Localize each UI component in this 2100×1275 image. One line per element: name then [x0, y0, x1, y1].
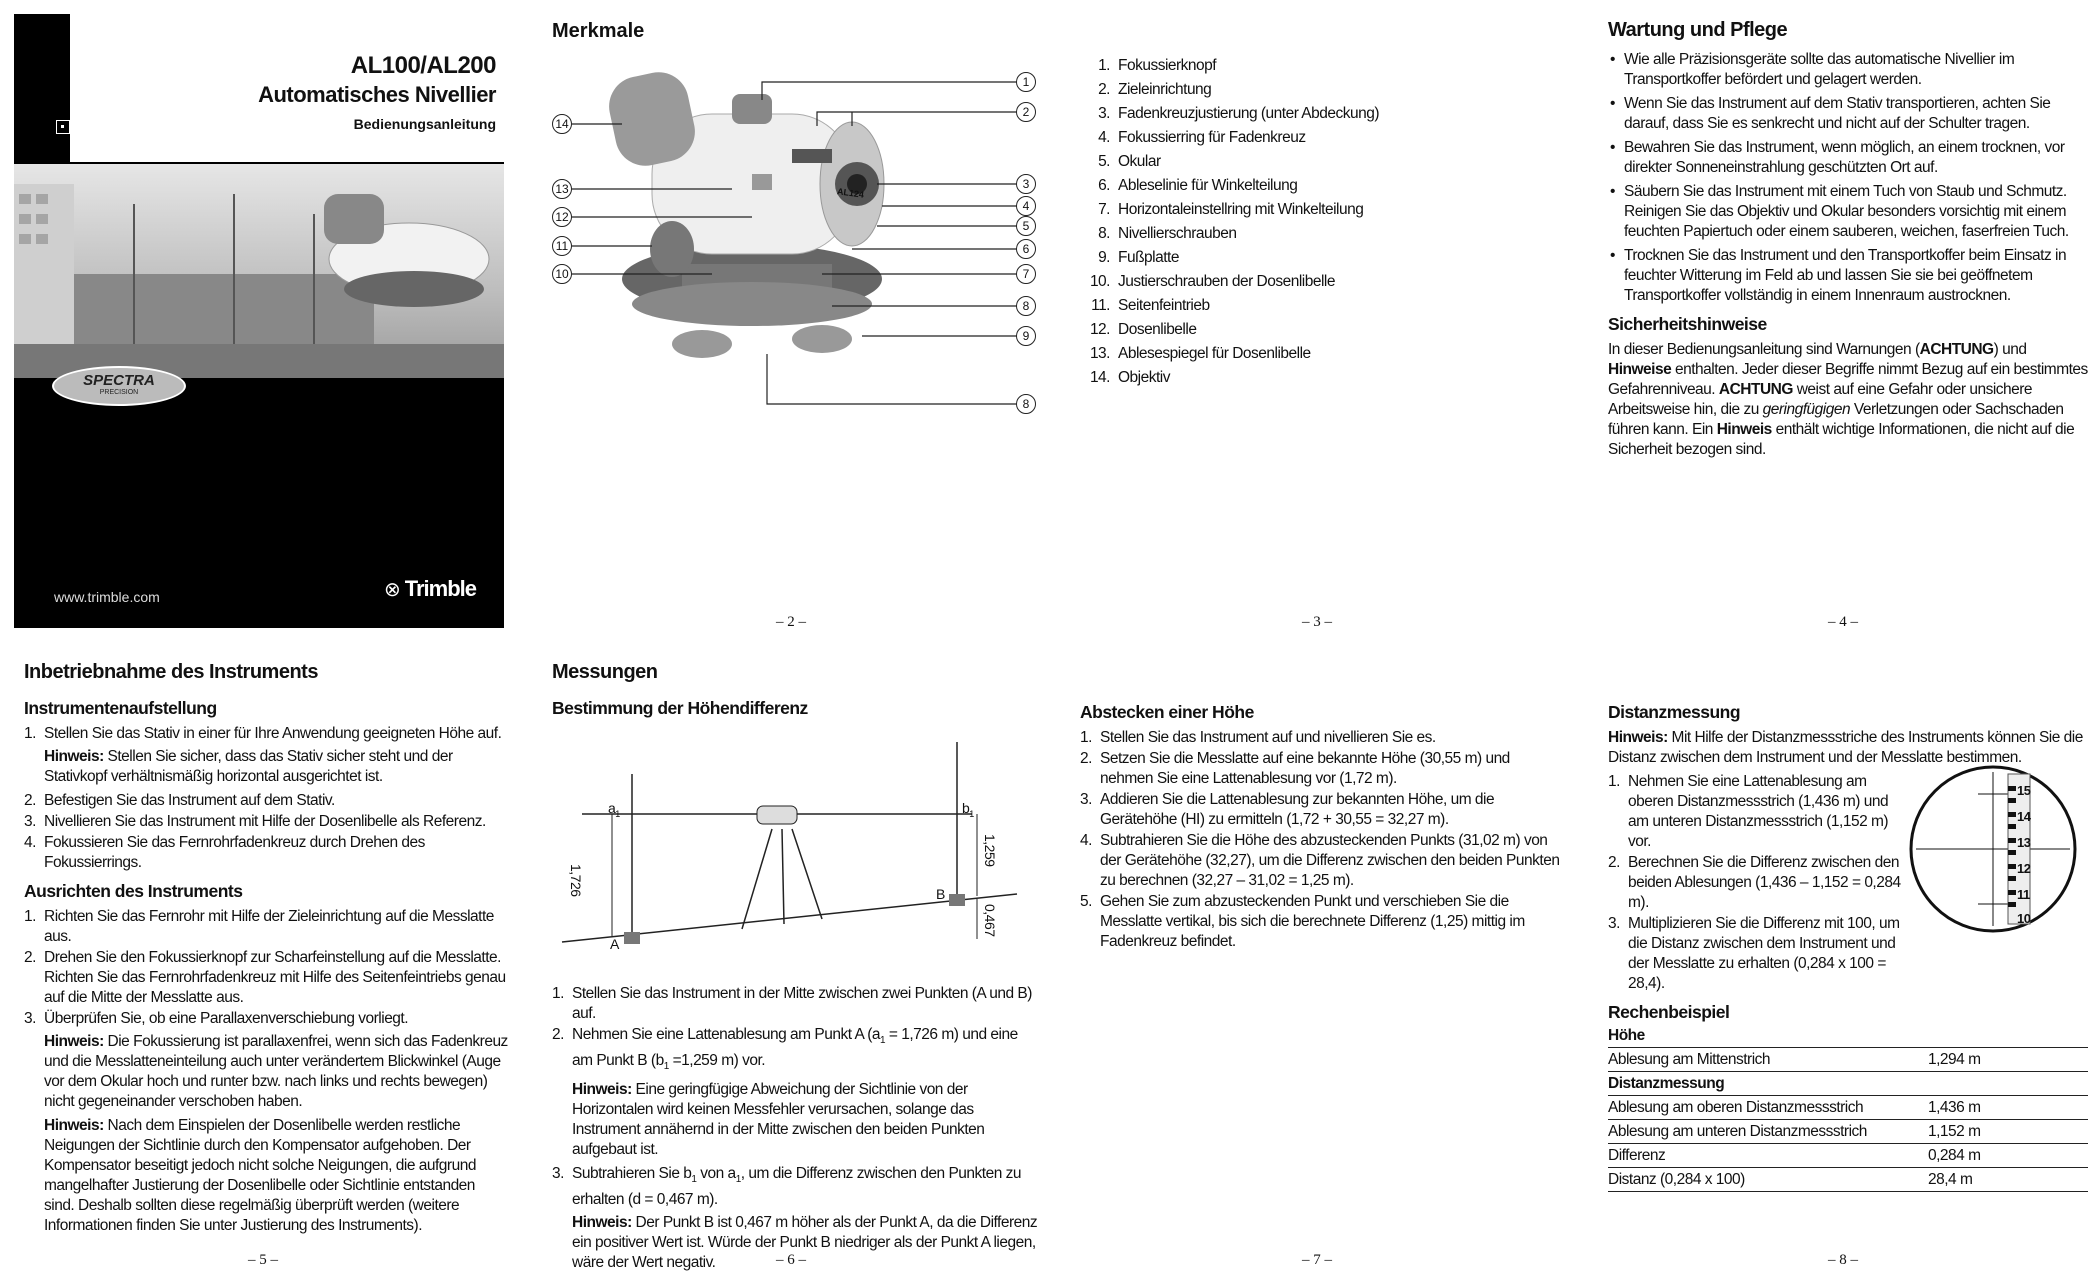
- align-heading: Ausrichten des Instruments: [24, 881, 243, 901]
- callout-14: 14: [552, 114, 572, 134]
- cover-photo: [14, 164, 504, 378]
- calc-value: [1928, 1024, 2088, 1048]
- step-text-b: = 1,726 m) und eine am Punkt B (b: [572, 1026, 1018, 1070]
- spectra-badge-text: SPECTRA: [83, 372, 155, 389]
- page-7: [1080, 700, 1560, 980]
- align-step-2: [24, 948, 508, 1008]
- safety-heading: Sicherheitshinweise: [1608, 314, 1767, 334]
- calc-label: Differenz: [1608, 1144, 1928, 1168]
- trimble-globe-icon: ⊗: [384, 578, 401, 601]
- calc-value: 0,284 m: [1928, 1144, 2088, 1168]
- item-text: Horizontaleinstellring mit Winkelteilung: [1118, 201, 1364, 218]
- feature-list-item: [1088, 368, 1558, 388]
- spectra-badge: [52, 366, 186, 406]
- reticle-label-15: 15: [2017, 783, 2031, 798]
- page-8: [1608, 700, 2092, 1188]
- item-text: Multiplizieren Sie die Differenz mit 100, um die Distanz zwischen dem Instrument und der Messlatte zu erhalten (0,284 x 100 = 28,4).: [1628, 915, 1900, 992]
- feature-list-item: [1088, 296, 1558, 316]
- feature-list-item: [1088, 128, 1558, 148]
- calc-value: 1,152 m: [1928, 1120, 2088, 1144]
- note-text: Mit Hilfe der Distanzmessstriche des Instruments können Sie die Distanz zwischen dem Instrument und der Messlatte bestimmen.: [1608, 729, 2083, 766]
- calc-value: [1928, 1072, 2088, 1096]
- sub-2: 1: [735, 1174, 741, 1186]
- reticle-label-12: 12: [2017, 861, 2031, 876]
- label-vb: 1,259: [982, 834, 998, 867]
- item-number: 9.: [1098, 249, 1110, 266]
- setup-step-3: [24, 812, 508, 832]
- item-text: Addieren Sie die Lattenablesung zur bekannten Höhe, um die Gerätehöhe (HI) zu ermitteln (1,72 + 30,55 = 32,27 m).: [1100, 791, 1495, 828]
- step-text-c: =1,259 m) vor.: [668, 1052, 766, 1070]
- note-text: Stellen Sie sicher, dass das Stativ sicher steht und der Stativkopf verhältnismäßig horizontal ausgerichtet ist.: [44, 748, 453, 785]
- callout-3: 3: [1016, 174, 1036, 194]
- callout-12: 12: [552, 207, 572, 227]
- step-text: Drehen Sie den Fokussierknopf zur Scharfeinstellung auf die Messlatte. Richten Sie das Fernrohrfadenkreuz mit Hilfe des Seitenfeintriebs genau auf die Mitte der Messlatte aus.: [44, 949, 506, 1006]
- trimble-logo: [384, 576, 476, 602]
- step-text: Stellen Sie das Stativ in einer für Ihre Anwendung geeigneten Höhe auf.: [44, 725, 502, 742]
- item-text: Objektiv: [1118, 369, 1170, 386]
- page-2-number: – 2 –: [776, 614, 806, 630]
- label-point-b: B: [936, 886, 945, 902]
- sub-2: 1: [663, 1061, 669, 1073]
- calc-table-row: [1608, 1144, 2088, 1168]
- maintenance-bullet: • Wie alle Präzisionsgeräte sollte das automatische Nivellier im Transportkoffer befördert und gelagert werden.: [1608, 50, 2088, 90]
- item-number: 3.: [1080, 791, 1092, 808]
- step-text: Fokussieren Sie das Fernrohrfadenkreuz durch Drehen des Fokussierrings.: [44, 834, 425, 871]
- callout-9: 9: [1016, 326, 1036, 346]
- distance-step: [1608, 914, 1908, 994]
- calc-table-section: [1608, 1024, 2088, 1048]
- item-number: 1.: [1608, 773, 1620, 790]
- safety-text-3: enthalten. Jeder dieser Begriffe nimmt Bezug auf ein bestimmtes Gefahrenniveau.: [1608, 361, 2088, 398]
- safety-text-1: In dieser Bedienungsanleitung sind Warnungen (: [1608, 341, 1920, 358]
- callout-4: 4: [1016, 196, 1036, 216]
- distance-note: [1608, 728, 2092, 768]
- calc-label: Distanz (0,284 x 100): [1608, 1168, 1928, 1192]
- step-text: Stellen Sie das Instrument in der Mitte zwischen zwei Punkten (A und B) auf.: [572, 985, 1032, 1022]
- trimble-url: www.trimble.com: [54, 589, 160, 605]
- calc-heading: Rechenbeispiel: [1608, 1002, 1730, 1022]
- feature-list-item: [1088, 80, 1558, 100]
- step-text: Nivellieren Sie das Instrument mit Hilfe der Dosenlibelle als Referenz.: [44, 813, 486, 830]
- note-label: Hinweis:: [572, 1214, 632, 1232]
- distance-list: [1608, 772, 1908, 994]
- callout-1: 1: [1016, 72, 1036, 92]
- note-label: Hinweis:: [44, 748, 104, 765]
- item-text: Fokussierring für Fadenkreuz: [1118, 129, 1306, 146]
- calc-label: Distanzmessung: [1608, 1072, 1928, 1096]
- reticle-label-10: 10: [2017, 911, 2031, 926]
- safety-text-4: weist auf eine Gefahr oder unsichere Arbeitsweise hin, die zu: [1608, 381, 2033, 418]
- callout-8b: 8: [1016, 394, 1036, 414]
- step-number: 3.: [24, 1010, 36, 1027]
- calc-value: 1,294 m: [1928, 1048, 2088, 1072]
- height-note-1: [572, 1080, 1042, 1160]
- calc-table-row: [1608, 1168, 2088, 1192]
- calc-table-section: [1608, 1072, 2088, 1096]
- step-number: 2.: [24, 792, 36, 809]
- note-text: Nach dem Einspielen der Dosenlibelle werden restliche Neigungen der Sichtlinie durch den Kompensator aufgehoben. Der Kompensator beseitigt jedoch nicht solche Neigungen, die aufgrund mangelhafter Justierung der Dosenlibelle oder Sichtlinie entstanden sind. Deshalb sollten diese regelmäßig überprüft werden (weitere Informationen finden Sie unter Justierung des Instruments).: [44, 1117, 476, 1234]
- feature-list: [1088, 56, 1558, 388]
- setup-heading: Instrumentenaufstellung: [24, 698, 217, 718]
- calc-table: [1608, 1024, 2088, 1192]
- setup-note: [44, 747, 508, 787]
- cover-subtitle: Bedienungsanleitung: [353, 116, 496, 132]
- step-number: 1.: [552, 985, 564, 1002]
- step-number: 1.: [24, 725, 36, 742]
- item-number: 2.: [1080, 750, 1092, 767]
- maintenance-bullet: • Trocknen Sie das Instrument und den Transportkoffer beim Einsatz in feuchter Witterung im Feld ab und lassen Sie sie bei geöffnetem Transportkoffer vollständig in einem Innenraum austrocknen.: [1608, 246, 2088, 306]
- item-text: Fußplatte: [1118, 249, 1179, 266]
- feature-list-item: [1088, 320, 1558, 340]
- distance-step: [1608, 853, 1908, 913]
- item-number: 1.: [1098, 57, 1110, 74]
- note-text: Der Punkt B ist 0,467 m höher als der Punkt A, da die Differenz ein positiver Wert ist. Würde der Punkt B niedriger als der Punkt A liegen, wäre der Wert negativ.: [572, 1214, 1038, 1272]
- note-text: Eine geringfügige Abweichung der Sichtlinie von der Horizontalen wird keinen Messfehler verursachen, solange das Instrument annähernd in der Mitte zwischen den beiden Punkten aufgebaut ist.: [572, 1081, 985, 1159]
- item-number: 1.: [1080, 729, 1092, 746]
- item-text: Subtrahieren Sie die Höhe des abzusteckenden Punkts (31,02 m) von der Gerätehöhe (32,27), um die Differenz zwischen den beiden Punkten zu berechnen (32,27 – 31,02 = 1,25 m).: [1100, 832, 1560, 889]
- item-number: 2.: [1608, 854, 1620, 871]
- feature-list-item: [1088, 104, 1558, 124]
- note-label: Hinweis:: [44, 1117, 104, 1134]
- maintenance-list: [1608, 50, 2088, 306]
- item-number: 14.: [1089, 369, 1110, 386]
- calc-table-row: [1608, 1120, 2088, 1144]
- item-number: 8.: [1098, 225, 1110, 242]
- safety-hinweis: Hinweis: [1716, 421, 1772, 438]
- page-6-heading: Messungen: [552, 661, 658, 683]
- step-number: 3.: [552, 1165, 564, 1183]
- height-step-2: [552, 1025, 1042, 1077]
- setup-step-2: [24, 791, 508, 811]
- feature-list-item: [1088, 272, 1558, 292]
- callout-11: 11: [552, 236, 572, 256]
- stakeout-step: [1080, 728, 1560, 748]
- spectra-badge-subtext: PRECISION: [99, 389, 139, 396]
- page-3: [1088, 56, 1558, 396]
- page-2: [552, 14, 1052, 634]
- safety-geringfuegig: geringfügigen: [1762, 401, 1851, 418]
- height-step-1: [552, 984, 1042, 1024]
- align-step-1: [24, 907, 508, 947]
- step-text-b: von a: [696, 1165, 736, 1183]
- page-7-number: – 7 –: [1302, 1252, 1332, 1268]
- item-number: 4.: [1080, 832, 1092, 849]
- maintenance-bullet: • Bewahren Sie das Instrument, wenn möglich, an einem trocknen, vor direkter Sonneneinstrahlung geschützten Ort auf.: [1608, 138, 2088, 178]
- calc-table-row: [1608, 1096, 2088, 1120]
- cover-panel: [14, 14, 504, 628]
- maintenance-bullet: • Wenn Sie das Instrument auf dem Stativ transportieren, achten Sie darauf, dass Sie es senkrecht und nicht auf der Schulter tragen.: [1608, 94, 2088, 134]
- calc-label: Ablesung am Mittenstrich: [1608, 1048, 1928, 1072]
- calc-label: Höhe: [1608, 1024, 1928, 1048]
- item-text: Gehen Sie zum abzusteckenden Punkt und verschieben Sie die Messlatte vertikal, bis sich die berechnete Differenz (1,25) mittig im Fadenkreuz befindet.: [1100, 893, 1525, 950]
- reticle-label-11: 11: [2017, 887, 2030, 902]
- step-number: 2.: [552, 1026, 564, 1043]
- safety-achtung-2: ACHTUNG: [1718, 381, 1793, 398]
- item-text: Okular: [1118, 153, 1161, 170]
- callout-6: 6: [1016, 239, 1036, 259]
- label-a1: [608, 798, 620, 824]
- item-text: Seitenfeintrieb: [1118, 297, 1210, 314]
- safety-text-2: ) und: [1993, 341, 2027, 358]
- safety-hinweise: Hinweise: [1608, 361, 1672, 378]
- item-text: Nivellierschrauben: [1118, 225, 1237, 242]
- feature-list-item: [1088, 224, 1558, 244]
- calc-value: 28,4 m: [1928, 1168, 2088, 1192]
- feature-list-item: [1088, 344, 1558, 364]
- safety-text-6: enthält wichtige Informationen, die nicht auf die Sicherheit bezogen sind.: [1608, 421, 2075, 458]
- step-number: 4.: [24, 834, 36, 851]
- step-text-a: Nehmen Sie eine Lattenablesung am Punkt A (a: [572, 1026, 881, 1043]
- page-5-number: – 5 –: [248, 1252, 278, 1268]
- page-5-heading: Inbetriebnahme des Instruments: [24, 661, 318, 683]
- sub-1: 1: [880, 1035, 886, 1047]
- calc-value: 1,436 m: [1928, 1096, 2088, 1120]
- maintenance-bullet: • Säubern Sie das Instrument mit einem Tuch von Staub und Schmutz. Reinigen Sie das Objektiv und Okular besonders vorsichtig mit einem feuchten Papiertuch oder einem sauberen, weichen, faserfreien Tuch.: [1608, 182, 2088, 242]
- item-number: 10.: [1089, 273, 1110, 290]
- height-diff-diagram: [552, 724, 1032, 974]
- item-text: Fokussierknopf: [1118, 57, 1217, 74]
- item-text: Ableselinie für Winkelteilung: [1118, 177, 1298, 194]
- safety-text-5: Verletzungen oder Sachschaden führen kann. Ein: [1608, 401, 2064, 438]
- item-number: 2.: [1098, 81, 1110, 98]
- item-text: Stellen Sie das Instrument auf und nivellieren Sie es.: [1100, 729, 1436, 746]
- page-6-number: – 6 –: [776, 1252, 806, 1268]
- step-text-a: Subtrahieren Sie b: [572, 1165, 692, 1183]
- height-note-2: [572, 1213, 1042, 1273]
- label-va: 1,726: [568, 864, 584, 897]
- b1-text: b: [962, 800, 970, 816]
- stakeout-heading: Abstecken einer Höhe: [1080, 702, 1254, 722]
- item-number: 13.: [1089, 345, 1110, 362]
- item-text: Setzen Sie die Messlatte auf eine bekannte Höhe (30,55 m) und nehmen Sie eine Lattenablesung vor (1,72 m).: [1100, 750, 1510, 787]
- reticle-label-13: 13: [2017, 835, 2031, 850]
- page-8-number: – 8 –: [1828, 1252, 1858, 1268]
- page-4-heading: Wartung und Pflege: [1608, 19, 1788, 41]
- distance-heading: Distanzmessung: [1608, 702, 1741, 722]
- step-text-c: , um die Differenz zwischen den Punkten zu erhalten (d = 0,467 m).: [572, 1165, 1022, 1209]
- instrument-model-label: AL124: [836, 186, 865, 200]
- item-text: Ablesespiegel für Dosenlibelle: [1118, 345, 1311, 362]
- note-label: Hinweis:: [572, 1081, 632, 1099]
- item-text: Fadenkreuzjustierung (unter Abdeckung): [1118, 105, 1380, 122]
- calc-label: Ablesung am unteren Distanzmessstrich: [1608, 1120, 1928, 1144]
- item-text: Nehmen Sie eine Lattenablesung am oberen Distanzmessstrich (1,436 m) und am unteren Distanzmessstrich (1,152 m) vor.: [1628, 773, 1889, 850]
- label-vd: 0,467: [982, 904, 998, 937]
- callout-7: 7: [1016, 264, 1036, 284]
- item-number: 5.: [1080, 893, 1092, 910]
- cover-model-title: AL100/AL200: [350, 52, 496, 79]
- item-number: 7.: [1098, 201, 1110, 218]
- reticle-diagram: [1908, 764, 2078, 934]
- align-step-3: [24, 1009, 508, 1029]
- item-number: 4.: [1098, 129, 1110, 146]
- feature-list-item: [1088, 248, 1558, 268]
- item-text: Dosenlibelle: [1118, 321, 1197, 338]
- align-note-2: [44, 1116, 508, 1236]
- a1-text: a: [608, 800, 616, 816]
- item-number: 11.: [1091, 297, 1110, 314]
- callout-5: 5: [1016, 216, 1036, 236]
- step-number: 2.: [24, 949, 36, 966]
- callout-13: 13: [552, 179, 572, 199]
- height-diff-heading: Bestimmung der Höhendifferenz: [552, 698, 808, 718]
- align-note-1: [44, 1032, 508, 1112]
- calc-table-row: [1608, 1048, 2088, 1072]
- stakeout-step: [1080, 790, 1560, 830]
- page-2-heading: Merkmale: [552, 20, 645, 42]
- setup-step-1: [24, 724, 508, 744]
- page-5: [24, 662, 508, 1252]
- distance-step: [1608, 772, 1908, 852]
- item-text: Justierschrauben der Dosenlibelle: [1118, 273, 1335, 290]
- note-label: Hinweis:: [44, 1033, 104, 1050]
- cover-marker-box: [56, 120, 70, 134]
- stakeout-step: [1080, 892, 1560, 952]
- trimble-wordmark: Trimble: [404, 576, 477, 601]
- feature-list-item: [1088, 176, 1558, 196]
- callout-2: 2: [1016, 102, 1036, 122]
- a1-sub: 1: [615, 808, 620, 819]
- feature-list-item: [1088, 152, 1558, 172]
- item-number: 5.: [1098, 153, 1110, 170]
- height-step-3: [552, 1164, 1042, 1210]
- sub-1: 1: [691, 1174, 697, 1186]
- stakeout-step: [1080, 749, 1560, 789]
- page-4-number: – 4 –: [1828, 614, 1858, 630]
- item-number: 12.: [1089, 321, 1110, 338]
- feature-list-item: [1088, 56, 1558, 76]
- instrument-diagram: [552, 54, 1052, 494]
- calc-label: Ablesung am oberen Distanzmessstrich: [1608, 1096, 1928, 1120]
- page-4: [1608, 20, 2088, 500]
- note-text: Die Fokussierung ist parallaxenfrei, wenn sich das Fadenkreuz und die Messlatteneinteilung auch unter verändertem Blickwinkel (Auge vor dem Okular hoch und runter bzw. nach links und rechts bewegen) nicht gegeneinander verschoben haben.: [44, 1033, 508, 1110]
- item-text: Berechnen Sie die Differenz zwischen den beiden Ablesungen (1,436 – 1,152 = 0,284 m).: [1628, 854, 1901, 911]
- stakeout-list: [1080, 728, 1560, 952]
- feature-list-item: [1088, 200, 1558, 220]
- safety-text: [1608, 340, 2088, 460]
- stakeout-step: [1080, 831, 1560, 891]
- callout-10: 10: [552, 264, 572, 284]
- callout-8: 8: [1016, 296, 1036, 316]
- safety-achtung: ACHTUNG: [1919, 341, 1994, 358]
- note-label: Hinweis:: [1608, 729, 1668, 746]
- b1-sub: 1: [969, 808, 974, 819]
- label-point-a: A: [610, 936, 619, 952]
- reticle-label-14: 14: [2017, 809, 2031, 824]
- label-b1: [962, 798, 974, 824]
- page-3-number: – 3 –: [1302, 614, 1332, 630]
- cover-title-area: [70, 14, 504, 162]
- step-number: 1.: [24, 908, 36, 925]
- step-text: Überprüfen Sie, ob eine Parallaxenverschiebung vorliegt.: [44, 1010, 409, 1027]
- page-6: [552, 661, 1042, 1272]
- item-number: 6.: [1098, 177, 1110, 194]
- item-number: 3.: [1098, 105, 1110, 122]
- step-text: Richten Sie das Fernrohr mit Hilfe der Zieleinrichtung auf die Messlatte aus.: [44, 908, 494, 945]
- step-text: Befestigen Sie das Instrument auf dem Stativ.: [44, 792, 335, 809]
- item-number: 3.: [1608, 915, 1620, 932]
- item-text: Zieleinrichtung: [1118, 81, 1212, 98]
- step-number: 3.: [24, 813, 36, 830]
- cover-product-title: Automatisches Nivellier: [258, 82, 496, 107]
- setup-step-4: [24, 833, 508, 873]
